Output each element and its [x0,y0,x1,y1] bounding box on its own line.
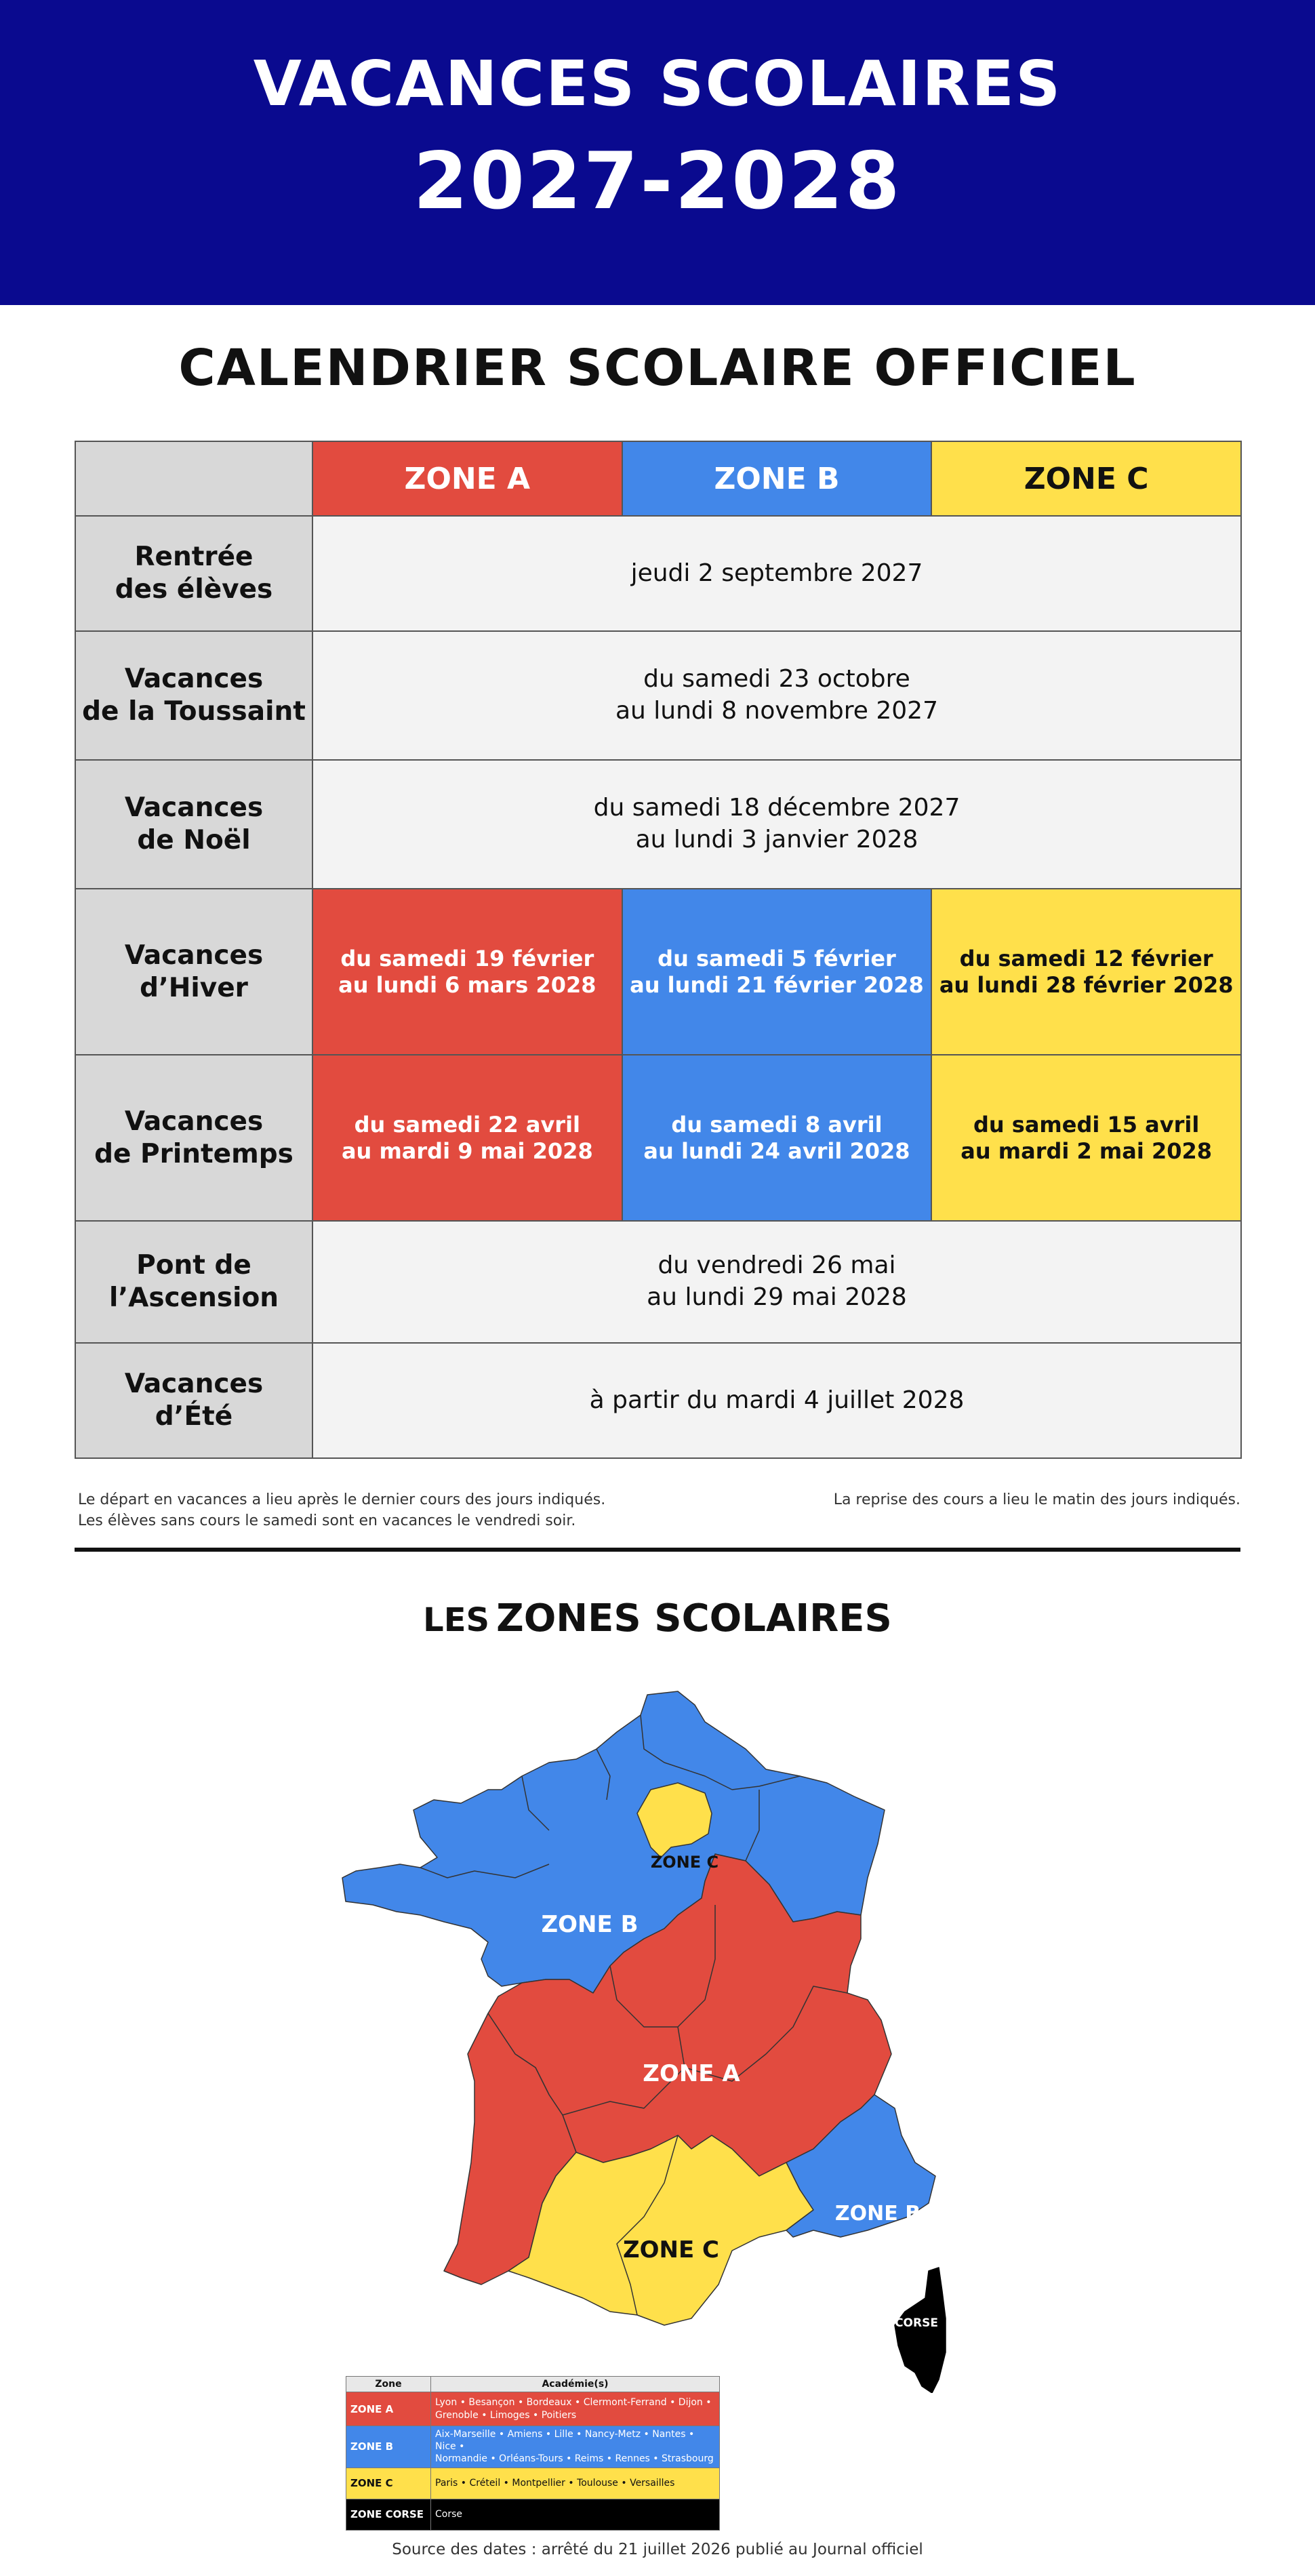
header-banner [0,0,1315,305]
legend-header-zone: Zone [346,2377,431,2392]
row-label [75,889,312,1055]
date-line: du samedi 5 février [658,946,896,972]
map-label-zone-c-south: ZONE C [622,2236,720,2263]
row-label-line: Pont de [136,1250,251,1281]
map-label-zone-b: ZONE B [541,1911,639,1938]
academies-line: Normandie • Orléans-Tours • Reims • Rennes • Strasbourg [435,2453,714,2465]
zone-c-header: ZONE C [931,441,1241,516]
academies-line: Lyon • Besançon • Bordeaux • Clermont-Ferrand • Dijon • [435,2397,712,2409]
zone-b-header: ZONE B [622,441,932,516]
row-label [75,1055,312,1221]
legend-academies [431,2426,720,2468]
table-row [75,1221,1241,1343]
date-line: au lundi 28 février 2028 [939,971,1234,998]
table-row [75,889,1241,1055]
legend-row [346,2468,720,2499]
table-row [75,1343,1241,1458]
legend-academies [431,2392,720,2426]
legend-row [346,2499,720,2530]
row-label-line: Vacances [124,1369,264,1400]
calendar-title: CALENDRIER SCOLAIRE OFFICIEL [178,339,1137,397]
zone-a-header: ZONE A [312,441,622,516]
row-label-line: des élèves [115,574,273,605]
date-line: au lundi 8 novembre 2027 [615,697,938,725]
legend-academies: Paris • Créteil • Montpellier • Toulouse • Versailles [431,2468,720,2499]
note-line: Le départ en vacances a lieu après le dernier cours des jours indiqués. [78,1491,606,1508]
zone-c-cell [931,1055,1241,1221]
departure-note [78,1490,605,1532]
row-label-line: de Noël [137,825,251,856]
academies-line: Grenoble • Limoges • Poitiers [435,2409,577,2421]
row-label-line: Vacances [124,664,264,695]
france-zones-map [325,1674,976,2393]
zone-b-cell [622,889,932,1055]
date-line: au mardi 2 mai 2028 [960,1138,1213,1164]
row-label-line: l’Ascension [108,1283,279,1313]
date-line: au lundi 6 mars 2028 [338,971,596,998]
zones-legend-table [346,2376,720,2531]
header-year: 2027-2028 [413,136,902,227]
row-label-line: d’Été [155,1401,233,1432]
map-label-zone-b-se: ZONE B [834,2202,921,2226]
row-label [75,1221,312,1343]
table-row [75,1055,1241,1221]
legend-row [346,2392,720,2426]
map-label-zone-a: ZONE A [643,2060,740,2087]
row-label-line: Rentrée [134,542,254,573]
date-line: au mardi 9 mai 2028 [341,1138,593,1164]
note-line: Les élèves sans cours le samedi sont en vacances le vendredi soir. [78,1512,576,1529]
legend-zone: ZONE B [346,2426,431,2468]
table-row [75,760,1241,889]
date-line: du samedi 12 février [959,946,1213,972]
map-label-zone-c-paris: ZONE C [650,1853,719,1872]
source-note: Source des dates : arrêté du 21 juillet 2026 publié au Journal officiel [392,2541,923,2558]
zones-title-prefix: LES [423,1601,490,1639]
all-zones-cell [312,760,1241,889]
legend-zone: ZONE A [346,2392,431,2426]
date-line: au lundi 29 mai 2028 [647,1283,907,1311]
row-label [75,1343,312,1458]
row-label [75,631,312,760]
all-zones-cell [312,516,1241,631]
legend-header-academies: Académie(s) [431,2377,720,2392]
calendar-table [75,441,1242,1459]
legend-row [346,2426,720,2468]
row-label-line: Vacances [124,792,264,824]
legend-zone: ZONE C [346,2468,431,2499]
row-label-line: Vacances [124,940,264,971]
map-label-corse: CORSE [895,2316,938,2330]
date-line: à partir du mardi 4 juillet 2028 [589,1386,965,1414]
return-note: La reprise des cours a lieu le matin des jours indiqués. [833,1491,1240,1508]
table-corner [75,441,312,516]
date-line: au lundi 3 janvier 2028 [635,826,918,853]
date-line: du vendredi 26 mai [658,1251,896,1280]
date-line: au lundi 24 avril 2028 [643,1138,910,1164]
row-label-line: Vacances [124,1106,264,1137]
zone-a-cell [312,889,622,1055]
zones-title-main: ZONES SCOLAIRES [496,1596,892,1641]
zone-a-cell [312,1055,622,1221]
zone-b-cell [622,1055,932,1221]
corse-island [895,2268,946,2393]
zones-title [0,1596,1315,1641]
all-zones-cell [312,631,1241,760]
all-zones-cell [312,1343,1241,1458]
date-line: du samedi 8 avril [671,1112,883,1138]
date-line: jeudi 2 septembre 2027 [630,559,923,587]
zone-c-cell [931,889,1241,1055]
legend-academies: Corse [431,2499,720,2530]
table-row [75,631,1241,760]
row-label-line: de la Toussaint [82,696,306,727]
row-label [75,760,312,889]
all-zones-cell [312,1221,1241,1343]
date-line: du samedi 22 avril [354,1112,581,1138]
table-row [75,516,1241,631]
date-line: du samedi 19 février [340,946,594,972]
date-line: du samedi 15 avril [973,1112,1200,1138]
row-label-line: de Printemps [94,1138,294,1169]
divider [75,1548,1240,1552]
date-line: du samedi 23 octobre [643,665,910,693]
row-label-line: d’Hiver [140,972,248,1003]
academies-line: Aix-Marseille • Amiens • Lille • Nancy-Metz • Nantes • Nice • [435,2429,695,2453]
date-line: au lundi 21 février 2028 [630,971,924,998]
row-label [75,516,312,631]
header-title: VACANCES SCOLAIRES [253,47,1062,120]
date-line: du samedi 18 décembre 2027 [593,794,960,822]
legend-zone: ZONE CORSE [346,2499,431,2530]
